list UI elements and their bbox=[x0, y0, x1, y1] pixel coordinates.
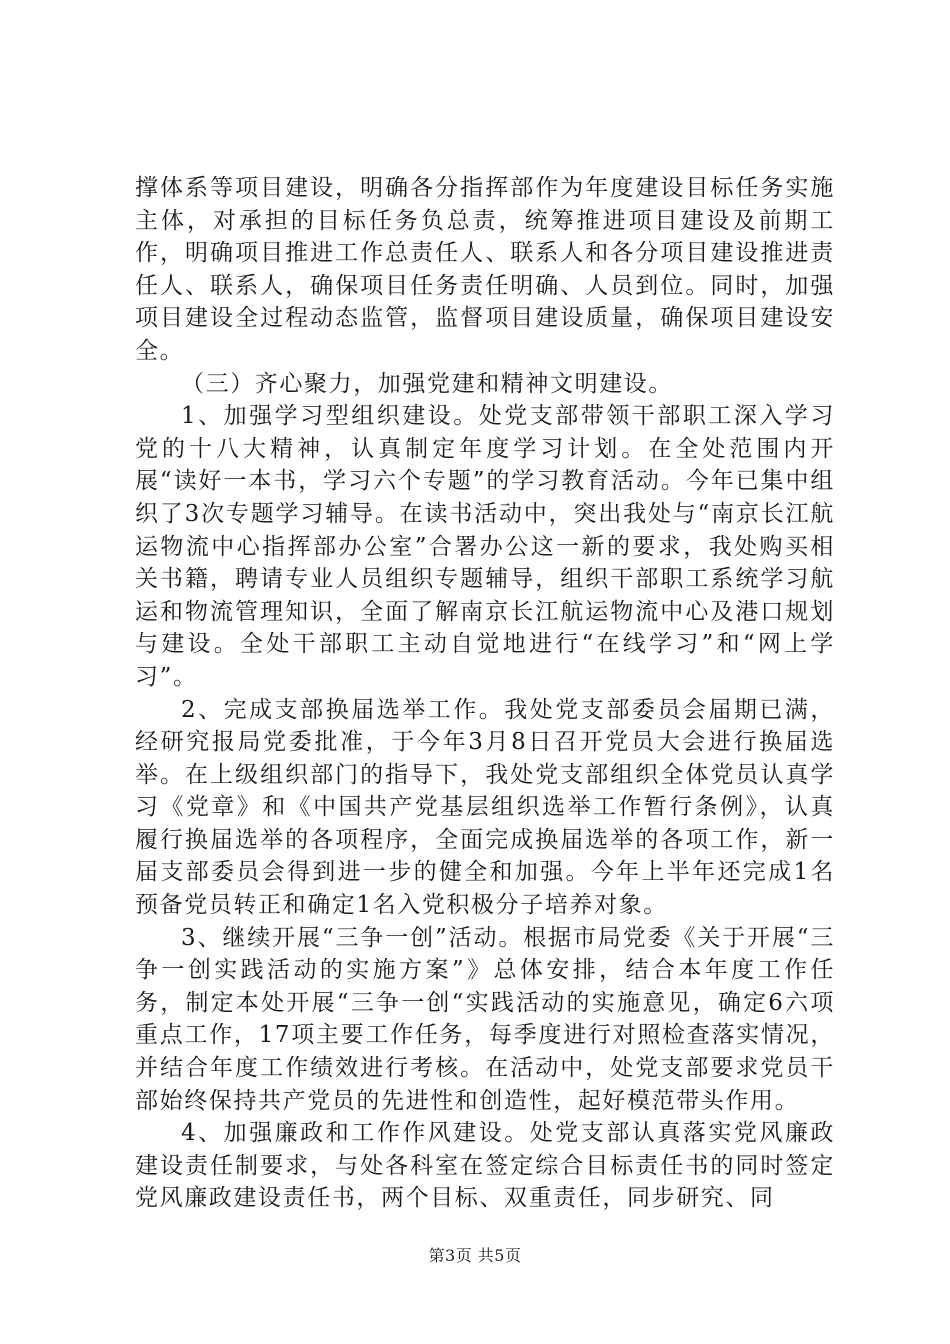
paragraph-item-4: 4、加强廉政和工作作风建设。处党支部认真落实党风廉政建设责任制要求，与处各科室在签定综合目标责任书的同时签定党风廉政建设责任书，两个目标、双重责任，同步研究、同 bbox=[135, 1120, 835, 1212]
paragraph-continuation: 撑体系等项目建设，明确各分指挥部作为年度建设目标任务实施主体，对承担的目标任务负总责，统筹推进项目建设及前期工作，明确项目推进工作总责任人、联系人和各分项目建设推进责任人、联系人，确保项目任务责任明确、人员到位。同时，加强项目建设全过程动态监管，监督项目建设质量，确保项目建设安全。 bbox=[135, 175, 835, 364]
page-footer bbox=[0, 1243, 950, 1266]
paragraph-item-2: 2、完成支部换届选举工作。我处党支部委员会届期已满，经研究报局党委批准，于今年3月8日召开党员大会进行换届选举。在上级组织部门的指导下，我处党支部组织全体党员认真学习《党章》和《中国共产党基层组织选举工作暂行条例》，认真履行换届选举的各项程序，全面完成换届选举的各项工作，新一届支部委员会得到进一步的健全和加强。今年上半年还完成1名预备党员转正和确定1名入党积极分子培养对象。 bbox=[135, 696, 835, 919]
paragraph-item-3: 3、继续开展“三争一创”活动。根据市局党委《关于开展“三争一创实践活动的实施方案”》总体安排，结合本年度工作任务，制定本处开展“三争一创“实践活动的实施意见，确定6六项重点工作，17项主要工作任务，每季度进行对照检查落实情况，并结合年度工作绩效进行考核。在活动中，处党支部要求党员干部始终保持共产党员的先进性和创造性，起好模范带头作用。 bbox=[135, 924, 835, 1114]
document-body bbox=[135, 172, 835, 1215]
paragraph-item-1: 1、加强学习型组织建设。处党支部带领干部职工深入学习党的十八大精神，认真制定年度学习计划。在全处范围内开展“读好一本书，学习六个专题”的学习教育活动。今年已集中组织了3次专题学习辅导。在读书活动中，突出我处与“南京长江航运物流中心指挥部办公室”合署办公这一新的要求，我处购买相关书籍，聘请专业人员组织专题辅导，组织干部职工系统学习航运和物流管理知识，全面了解南京长江航运物流中心及港口规划与建设。全处干部职工主动自觉地进行“在线学习”和“网上学习”。 bbox=[135, 403, 835, 690]
section-heading-3: （三）齐心聚力，加强党建和精神文明建设。 bbox=[181, 370, 673, 397]
page-number-label: 第3页 共5页 bbox=[428, 1246, 522, 1265]
